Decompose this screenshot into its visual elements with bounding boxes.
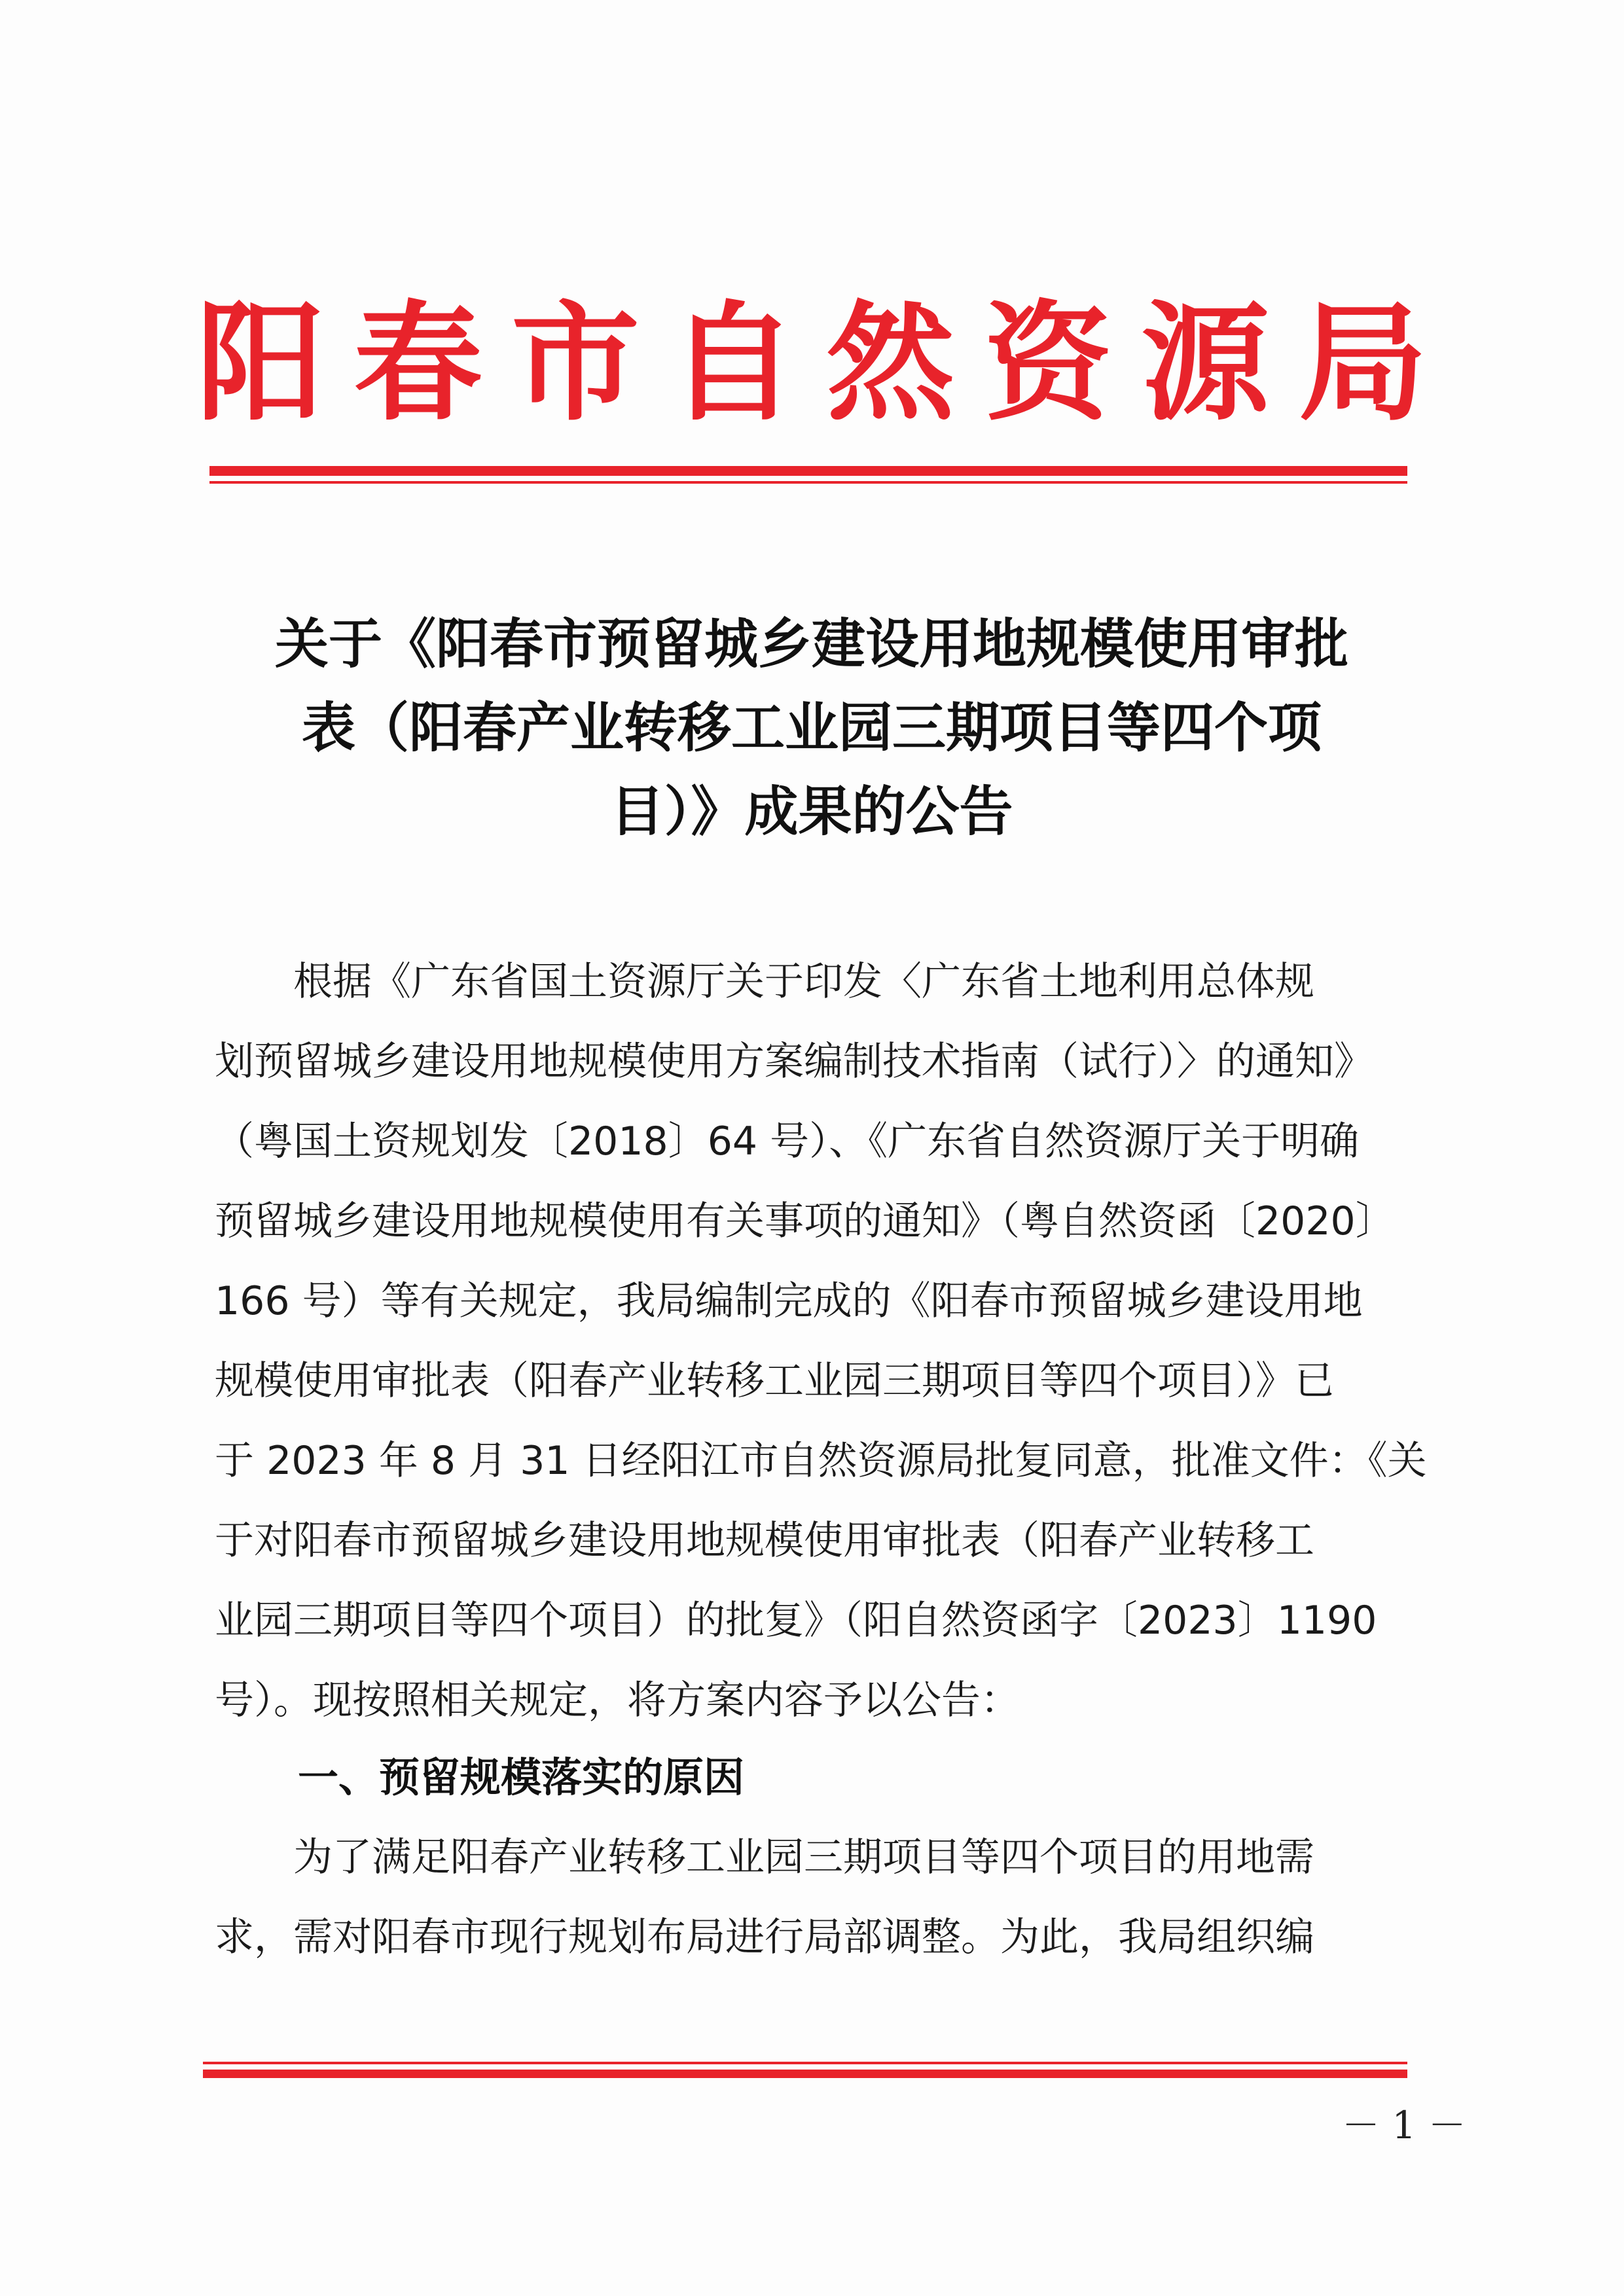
agency-char: 局 <box>1298 288 1427 439</box>
title-line: 目）》成果的公告 <box>610 780 1013 843</box>
section-heading: 一、预留规模落实的原因 <box>298 1753 745 1801</box>
header-rule-thick <box>209 466 1407 476</box>
agency-char: 阳 <box>196 288 325 439</box>
agency-char: 自 <box>668 288 797 439</box>
title-line: 表（阳春产业转移工业园三期项目等四个项 <box>301 696 1322 759</box>
body-line: 为了满足阳春产业转移工业园三期项目等四个项目的用地需 <box>215 1835 1314 1880</box>
header-rule-thin <box>209 481 1407 484</box>
body-line: 166 号）等有关规定，我局编制完成的《阳春市预留城乡建设用地 <box>215 1278 1363 1324</box>
agency-char: 春 <box>353 288 482 439</box>
body-line: 规模使用审批表（阳春产业转移工业园三期项目等四个项目）》已 <box>215 1358 1334 1404</box>
title-line: 关于《阳春市预留城乡建设用地规模使用审批 <box>274 613 1348 675</box>
footer-rule-thick <box>203 2070 1407 2078</box>
agency-char: 然 <box>826 288 955 439</box>
body-line: 号）。现按照相关规定，将方案内容予以公告： <box>215 1677 1020 1723</box>
agency-char: 市 <box>511 288 640 439</box>
agency-char: 源 <box>1141 288 1270 439</box>
body-line: （粤国土资规划发〔2018〕64 号）、《广东省自然资源厅关于明确 <box>215 1119 1360 1164</box>
body-line: 于对阳春市预留城乡建设用地规模使用审批表（阳春产业转移工 <box>215 1518 1314 1564</box>
page-number: － 1 － <box>1342 2103 1466 2147</box>
body-line: 预留城乡建设用地规模使用有关事项的通知》（粤自然资函〔2020〕 <box>215 1198 1395 1244</box>
footer-rule-thin <box>203 2062 1407 2064</box>
body-line: 业园三期项目等四个项目）的批复》（阳自然资函字〔2023〕1190 <box>215 1598 1377 1643</box>
body-line: 划预留城乡建设用地规模使用方案编制技术指南（试行）〉的通知》 <box>215 1039 1373 1085</box>
agency-char: 资 <box>983 288 1112 439</box>
body-line: 根据《广东省国土资源厅关于印发〈广东省土地利用总体规 <box>215 959 1314 1005</box>
body-line: 于 2023 年 8 月 31 日经阳江市自然资源局批复同意，批准文件：《关 <box>215 1438 1427 1484</box>
agency-letterhead <box>196 288 1427 439</box>
document-title <box>196 602 1427 853</box>
body-line: 求，需对阳春市现行规划布局进行局部调整。为此，我局组织编 <box>215 1914 1314 1960</box>
